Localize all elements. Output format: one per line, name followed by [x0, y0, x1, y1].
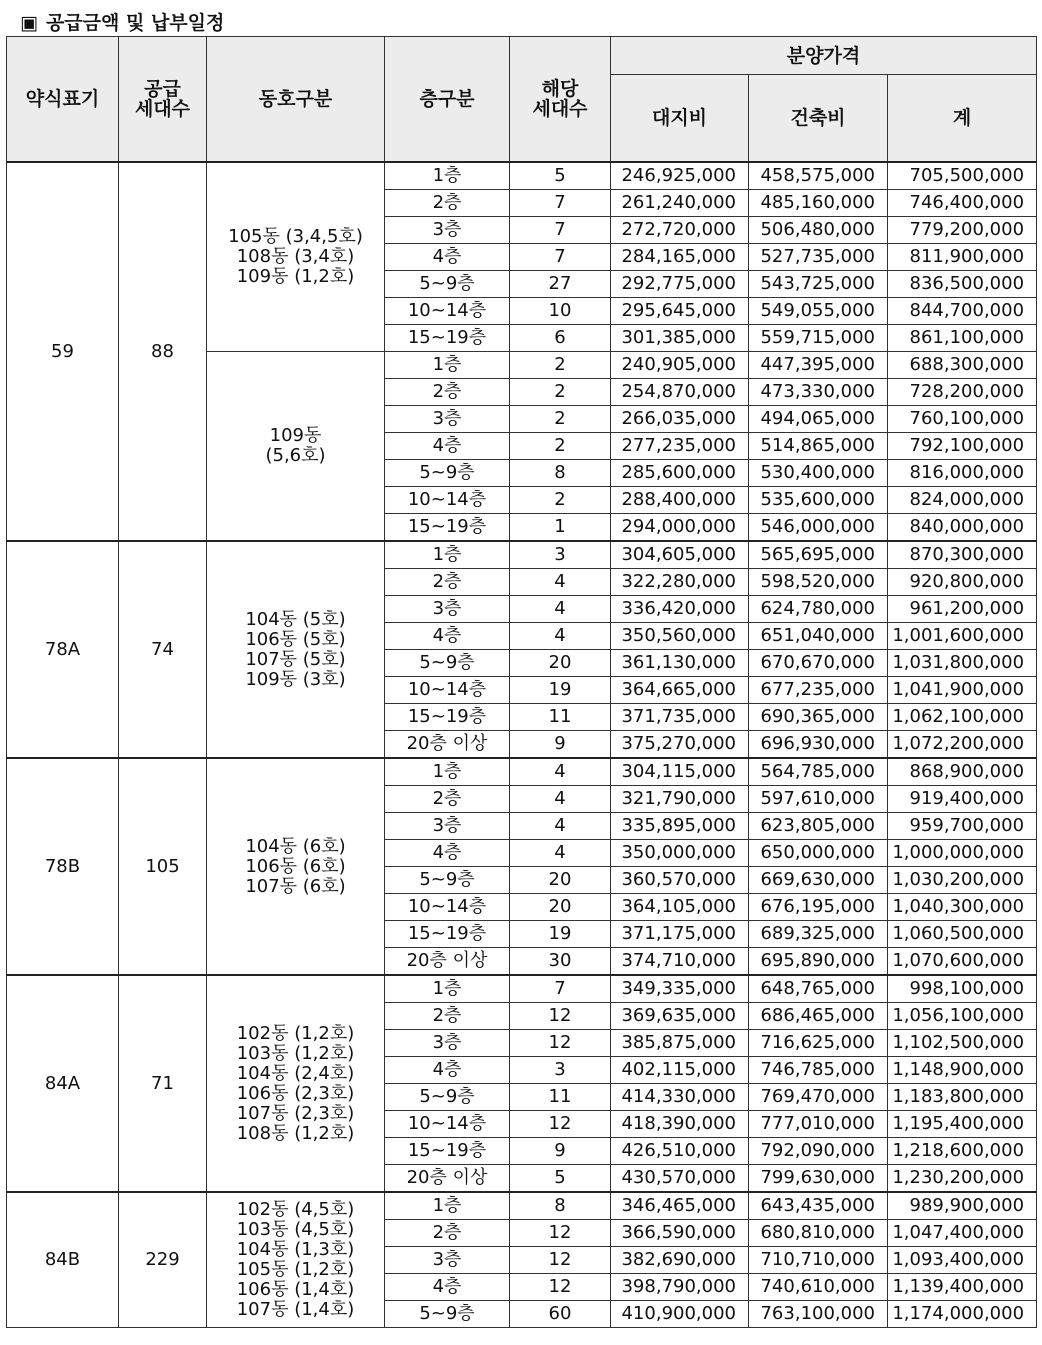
units-cell: 12 [510, 1030, 611, 1057]
type-cell: 78B [7, 758, 119, 975]
units-cell: 2 [510, 406, 611, 433]
table-row [7, 162, 1037, 190]
building-price-cell: 514,865,000 [749, 433, 888, 460]
type-group [7, 1192, 1037, 1328]
building-price-cell: 746,785,000 [749, 1057, 888, 1084]
building-price-cell: 676,195,000 [749, 894, 888, 921]
building-price-cell: 494,065,000 [749, 406, 888, 433]
land-price-cell: 361,130,000 [611, 650, 749, 677]
total-price-cell: 1,056,100,000 [888, 1003, 1037, 1030]
land-price-cell: 350,000,000 [611, 840, 749, 867]
dong-ho-line: 105동 (1,2호) [236, 1259, 355, 1280]
land-price-cell: 294,000,000 [611, 514, 749, 542]
floor-cell: 2층 [385, 1220, 510, 1247]
land-price-cell: 295,645,000 [611, 298, 749, 325]
total-price-cell: 836,500,000 [888, 271, 1037, 298]
total-price-cell: 1,070,600,000 [888, 948, 1037, 976]
units-cell: 2 [510, 433, 611, 460]
dong-ho-line: 104동 (1,3호) [236, 1239, 355, 1260]
floor-cell: 5~9층 [385, 460, 510, 487]
units-cell: 5 [510, 162, 611, 190]
units-cell: 8 [510, 460, 611, 487]
dong-ho-line: 104동 (6호) [245, 835, 346, 857]
header-units: 해당 세대수 [510, 37, 611, 163]
floor-cell: 10~14층 [385, 677, 510, 704]
total-price-cell: 1,040,300,000 [888, 894, 1037, 921]
floor-cell: 4층 [385, 244, 510, 271]
dong-ho-line: 102동 (1,2호) [236, 1022, 355, 1044]
dong-ho-line: 106동 (2,3호) [236, 1082, 355, 1104]
building-price-cell: 564,785,000 [749, 758, 888, 786]
building-price-cell: 650,000,000 [749, 840, 888, 867]
building-price-cell: 485,160,000 [749, 190, 888, 217]
floor-cell: 15~19층 [385, 1138, 510, 1165]
units-cell: 11 [510, 704, 611, 731]
floor-cell: 3층 [385, 1247, 510, 1274]
header-land: 대지비 [611, 75, 749, 163]
building-price-cell: 546,000,000 [749, 514, 888, 542]
units-cell: 12 [510, 1003, 611, 1030]
total-price-cell: 811,900,000 [888, 244, 1037, 271]
land-price-cell: 335,895,000 [611, 813, 749, 840]
floor-cell: 4층 [385, 840, 510, 867]
building-price-cell: 792,090,000 [749, 1138, 888, 1165]
land-price-cell: 364,665,000 [611, 677, 749, 704]
units-cell: 7 [510, 190, 611, 217]
units-cell: 3 [510, 1057, 611, 1084]
total-price-cell: 861,100,000 [888, 325, 1037, 352]
land-price-cell: 382,690,000 [611, 1247, 749, 1274]
building-price-cell: 506,480,000 [749, 217, 888, 244]
total-price-cell: 920,800,000 [888, 569, 1037, 596]
units-cell: 30 [510, 948, 611, 976]
units-cell: 11 [510, 1084, 611, 1111]
floor-cell: 1층 [385, 162, 510, 190]
floor-cell: 15~19층 [385, 514, 510, 542]
total-price-cell: 1,148,900,000 [888, 1057, 1037, 1084]
units-cell: 20 [510, 894, 611, 921]
units-cell: 6 [510, 325, 611, 352]
units-cell: 12 [510, 1111, 611, 1138]
total-price-cell: 1,174,000,000 [888, 1301, 1037, 1328]
floor-cell: 1층 [385, 758, 510, 786]
land-price-cell: 246,925,000 [611, 162, 749, 190]
total-price-cell: 1,047,400,000 [888, 1220, 1037, 1247]
total-price-cell: 1,218,600,000 [888, 1138, 1037, 1165]
total-price-cell: 868,900,000 [888, 758, 1037, 786]
units-cell: 4 [510, 813, 611, 840]
dong-ho-line: 107동 (6호) [245, 875, 346, 897]
dong-ho-cell [207, 541, 385, 758]
supply-units-cell: 105 [119, 758, 207, 975]
building-price-cell: 680,810,000 [749, 1220, 888, 1247]
dong-ho-line: (5,6호) [265, 445, 326, 466]
total-price-cell: 779,200,000 [888, 217, 1037, 244]
land-price-cell: 349,335,000 [611, 975, 749, 1003]
floor-cell: 5~9층 [385, 1084, 510, 1111]
total-price-cell: 1,195,400,000 [888, 1111, 1037, 1138]
units-cell: 20 [510, 650, 611, 677]
building-price-cell: 643,435,000 [749, 1192, 888, 1220]
header-dong-ho: 동호구분 [207, 37, 385, 163]
floor-cell: 4층 [385, 623, 510, 650]
building-price-cell: 458,575,000 [749, 162, 888, 190]
building-price-cell: 543,725,000 [749, 271, 888, 298]
units-cell: 12 [510, 1247, 611, 1274]
total-price-cell: 816,000,000 [888, 460, 1037, 487]
total-price-cell: 1,093,400,000 [888, 1247, 1037, 1274]
floor-cell: 10~14층 [385, 298, 510, 325]
building-price-cell: 777,010,000 [749, 1111, 888, 1138]
units-cell: 9 [510, 731, 611, 759]
dong-ho-line: 107동 (1,4호) [236, 1299, 355, 1320]
total-price-cell: 1,230,200,000 [888, 1165, 1037, 1193]
land-price-cell: 426,510,000 [611, 1138, 749, 1165]
total-price-cell: 1,001,600,000 [888, 623, 1037, 650]
header-building: 건축비 [749, 75, 888, 163]
floor-cell: 1층 [385, 1192, 510, 1220]
total-price-cell: 919,400,000 [888, 786, 1037, 813]
total-price-cell: 824,000,000 [888, 487, 1037, 514]
units-cell: 4 [510, 569, 611, 596]
land-price-cell: 304,605,000 [611, 541, 749, 569]
table-row [7, 758, 1037, 786]
building-price-cell: 695,890,000 [749, 948, 888, 976]
total-price-cell: 1,062,100,000 [888, 704, 1037, 731]
floor-cell: 1층 [385, 975, 510, 1003]
building-price-cell: 716,625,000 [749, 1030, 888, 1057]
type-group [7, 162, 1037, 541]
building-price-cell: 689,325,000 [749, 921, 888, 948]
units-cell: 19 [510, 677, 611, 704]
header-supply-units: 공급 세대수 [119, 37, 207, 163]
building-price-cell: 624,780,000 [749, 596, 888, 623]
land-price-cell: 418,390,000 [611, 1111, 749, 1138]
section-title [20, 10, 224, 36]
total-price-cell: 760,100,000 [888, 406, 1037, 433]
floor-cell: 2층 [385, 569, 510, 596]
units-cell: 4 [510, 596, 611, 623]
total-price-cell: 792,100,000 [888, 433, 1037, 460]
floor-cell: 10~14층 [385, 1111, 510, 1138]
floor-cell: 5~9층 [385, 650, 510, 677]
header-total: 계 [888, 75, 1037, 163]
building-price-cell: 686,465,000 [749, 1003, 888, 1030]
units-cell: 7 [510, 244, 611, 271]
floor-cell: 20층 이상 [385, 731, 510, 759]
header-price: 분양가격 [611, 37, 1037, 75]
units-cell: 5 [510, 1165, 611, 1193]
dong-ho-line: 106동 (1,4호) [236, 1279, 355, 1300]
building-price-cell: 763,100,000 [749, 1301, 888, 1328]
section-title-text: 공급금액 및 납부일정 [45, 12, 225, 34]
land-price-cell: 261,240,000 [611, 190, 749, 217]
total-price-cell: 998,100,000 [888, 975, 1037, 1003]
floor-cell: 5~9층 [385, 1301, 510, 1328]
total-price-cell: 705,500,000 [888, 162, 1037, 190]
units-cell: 1 [510, 514, 611, 542]
total-price-cell: 1,139,400,000 [888, 1274, 1037, 1301]
units-cell: 4 [510, 623, 611, 650]
land-price-cell: 375,270,000 [611, 731, 749, 759]
land-price-cell: 288,400,000 [611, 487, 749, 514]
dong-ho-line: 107동 (2,3호) [236, 1102, 355, 1124]
units-cell: 2 [510, 379, 611, 406]
header-type: 약식표기 [7, 37, 119, 163]
dong-ho-line: 109동 (3호) [245, 668, 346, 690]
floor-cell: 3층 [385, 813, 510, 840]
building-price-cell: 527,735,000 [749, 244, 888, 271]
building-price-cell: 623,805,000 [749, 813, 888, 840]
units-cell: 20 [510, 867, 611, 894]
floor-cell: 1층 [385, 352, 510, 379]
floor-cell: 10~14층 [385, 894, 510, 921]
total-price-cell: 1,183,800,000 [888, 1084, 1037, 1111]
floor-cell: 5~9층 [385, 867, 510, 894]
land-price-cell: 301,385,000 [611, 325, 749, 352]
square-bullet-icon: ▣ [20, 12, 38, 34]
total-price-cell: 688,300,000 [888, 352, 1037, 379]
units-cell: 60 [510, 1301, 611, 1328]
units-cell: 19 [510, 921, 611, 948]
building-price-cell: 670,670,000 [749, 650, 888, 677]
building-price-cell: 565,695,000 [749, 541, 888, 569]
units-cell: 10 [510, 298, 611, 325]
land-price-cell: 284,165,000 [611, 244, 749, 271]
land-price-cell: 398,790,000 [611, 1274, 749, 1301]
units-cell: 4 [510, 840, 611, 867]
land-price-cell: 414,330,000 [611, 1084, 749, 1111]
building-price-cell: 677,235,000 [749, 677, 888, 704]
dong-ho-line: 104동 (5호) [245, 608, 346, 630]
type-group [7, 758, 1037, 975]
floor-cell: 1층 [385, 541, 510, 569]
building-price-cell: 799,630,000 [749, 1165, 888, 1193]
building-price-cell: 648,765,000 [749, 975, 888, 1003]
land-price-cell: 346,465,000 [611, 1192, 749, 1220]
land-price-cell: 366,590,000 [611, 1220, 749, 1247]
land-price-cell: 304,115,000 [611, 758, 749, 786]
building-price-cell: 690,365,000 [749, 704, 888, 731]
dong-ho-cell [207, 162, 385, 352]
dong-ho-cell [207, 758, 385, 975]
floor-cell: 5~9층 [385, 271, 510, 298]
total-price-cell: 1,072,200,000 [888, 731, 1037, 759]
dong-ho-line: 103동 (4,5호) [236, 1219, 355, 1240]
type-group [7, 975, 1037, 1192]
supply-price-table [6, 36, 1037, 1328]
land-price-cell: 321,790,000 [611, 786, 749, 813]
floor-cell: 20층 이상 [385, 1165, 510, 1193]
header-floor: 층구분 [385, 37, 510, 163]
land-price-cell: 277,235,000 [611, 433, 749, 460]
units-cell: 4 [510, 758, 611, 786]
dong-ho-cell [207, 1192, 385, 1328]
floor-cell: 15~19층 [385, 704, 510, 731]
dong-ho-line: 108동 (3,4호) [236, 246, 355, 267]
units-cell: 27 [510, 271, 611, 298]
total-price-cell: 959,700,000 [888, 813, 1037, 840]
land-price-cell: 430,570,000 [611, 1165, 749, 1193]
total-price-cell: 746,400,000 [888, 190, 1037, 217]
supply-units-cell: 88 [119, 162, 207, 541]
units-cell: 8 [510, 1192, 611, 1220]
units-cell: 7 [510, 975, 611, 1003]
floor-cell: 3층 [385, 406, 510, 433]
building-price-cell: 769,470,000 [749, 1084, 888, 1111]
units-cell: 7 [510, 217, 611, 244]
land-price-cell: 364,105,000 [611, 894, 749, 921]
units-cell: 2 [510, 487, 611, 514]
supply-units-cell: 229 [119, 1192, 207, 1328]
dong-ho-line: 107동 (5호) [245, 648, 346, 670]
land-price-cell: 266,035,000 [611, 406, 749, 433]
land-price-cell: 272,720,000 [611, 217, 749, 244]
type-group [7, 541, 1037, 758]
dong-ho-line: 102동 (4,5호) [236, 1199, 355, 1220]
dong-ho-cell [207, 352, 385, 542]
floor-cell: 4층 [385, 433, 510, 460]
units-cell: 2 [510, 352, 611, 379]
units-cell: 12 [510, 1274, 611, 1301]
table-row [7, 541, 1037, 569]
floor-cell: 10~14층 [385, 487, 510, 514]
type-cell: 84B [7, 1192, 119, 1328]
land-price-cell: 371,175,000 [611, 921, 749, 948]
floor-cell: 15~19층 [385, 325, 510, 352]
building-price-cell: 598,520,000 [749, 569, 888, 596]
land-price-cell: 371,735,000 [611, 704, 749, 731]
land-price-cell: 336,420,000 [611, 596, 749, 623]
floor-cell: 3층 [385, 1030, 510, 1057]
building-price-cell: 696,930,000 [749, 731, 888, 759]
land-price-cell: 292,775,000 [611, 271, 749, 298]
total-price-cell: 844,700,000 [888, 298, 1037, 325]
total-price-cell: 1,000,000,000 [888, 840, 1037, 867]
type-cell: 84A [7, 975, 119, 1192]
land-price-cell: 402,115,000 [611, 1057, 749, 1084]
floor-cell: 4층 [385, 1274, 510, 1301]
dong-ho-line: 103동 (1,2호) [236, 1042, 355, 1064]
building-price-cell: 710,710,000 [749, 1247, 888, 1274]
total-price-cell: 1,031,800,000 [888, 650, 1037, 677]
type-cell: 59 [7, 162, 119, 541]
dong-ho-line: 109동 [269, 425, 322, 446]
dong-ho-line: 108동 (1,2호) [236, 1122, 355, 1144]
land-price-cell: 410,900,000 [611, 1301, 749, 1328]
land-price-cell: 360,570,000 [611, 867, 749, 894]
building-price-cell: 559,715,000 [749, 325, 888, 352]
type-cell: 78A [7, 541, 119, 758]
units-cell: 4 [510, 786, 611, 813]
dong-ho-line: 106동 (5호) [245, 628, 346, 650]
table-row [7, 975, 1037, 1003]
building-price-cell: 651,040,000 [749, 623, 888, 650]
total-price-cell: 870,300,000 [888, 541, 1037, 569]
table-row [7, 1192, 1037, 1220]
floor-cell: 20층 이상 [385, 948, 510, 976]
floor-cell: 2층 [385, 190, 510, 217]
dong-ho-line: 104동 (2,4호) [236, 1062, 355, 1084]
building-price-cell: 740,610,000 [749, 1274, 888, 1301]
supply-units-cell: 71 [119, 975, 207, 1192]
floor-cell: 2층 [385, 786, 510, 813]
building-price-cell: 669,630,000 [749, 867, 888, 894]
total-price-cell: 840,000,000 [888, 514, 1037, 542]
total-price-cell: 1,041,900,000 [888, 677, 1037, 704]
building-price-cell: 535,600,000 [749, 487, 888, 514]
supply-units-cell: 74 [119, 541, 207, 758]
land-price-cell: 369,635,000 [611, 1003, 749, 1030]
floor-cell: 2층 [385, 379, 510, 406]
total-price-cell: 1,030,200,000 [888, 867, 1037, 894]
floor-cell: 15~19층 [385, 921, 510, 948]
total-price-cell: 989,900,000 [888, 1192, 1037, 1220]
units-cell: 12 [510, 1220, 611, 1247]
land-price-cell: 254,870,000 [611, 379, 749, 406]
land-price-cell: 385,875,000 [611, 1030, 749, 1057]
total-price-cell: 961,200,000 [888, 596, 1037, 623]
floor-cell: 3층 [385, 217, 510, 244]
building-price-cell: 473,330,000 [749, 379, 888, 406]
total-price-cell: 1,102,500,000 [888, 1030, 1037, 1057]
land-price-cell: 285,600,000 [611, 460, 749, 487]
dong-ho-line: 109동 (1,2호) [236, 266, 355, 287]
floor-cell: 2층 [385, 1003, 510, 1030]
land-price-cell: 374,710,000 [611, 948, 749, 976]
building-price-cell: 549,055,000 [749, 298, 888, 325]
units-cell: 9 [510, 1138, 611, 1165]
land-price-cell: 350,560,000 [611, 623, 749, 650]
total-price-cell: 728,200,000 [888, 379, 1037, 406]
floor-cell: 4층 [385, 1057, 510, 1084]
units-cell: 3 [510, 541, 611, 569]
floor-cell: 3층 [385, 596, 510, 623]
building-price-cell: 447,395,000 [749, 352, 888, 379]
land-price-cell: 240,905,000 [611, 352, 749, 379]
dong-ho-line: 106동 (6호) [245, 855, 346, 877]
building-price-cell: 530,400,000 [749, 460, 888, 487]
dong-ho-line: 105동 (3,4,5호) [228, 226, 363, 247]
building-price-cell: 597,610,000 [749, 786, 888, 813]
land-price-cell: 322,280,000 [611, 569, 749, 596]
dong-ho-cell [207, 975, 385, 1192]
total-price-cell: 1,060,500,000 [888, 921, 1037, 948]
